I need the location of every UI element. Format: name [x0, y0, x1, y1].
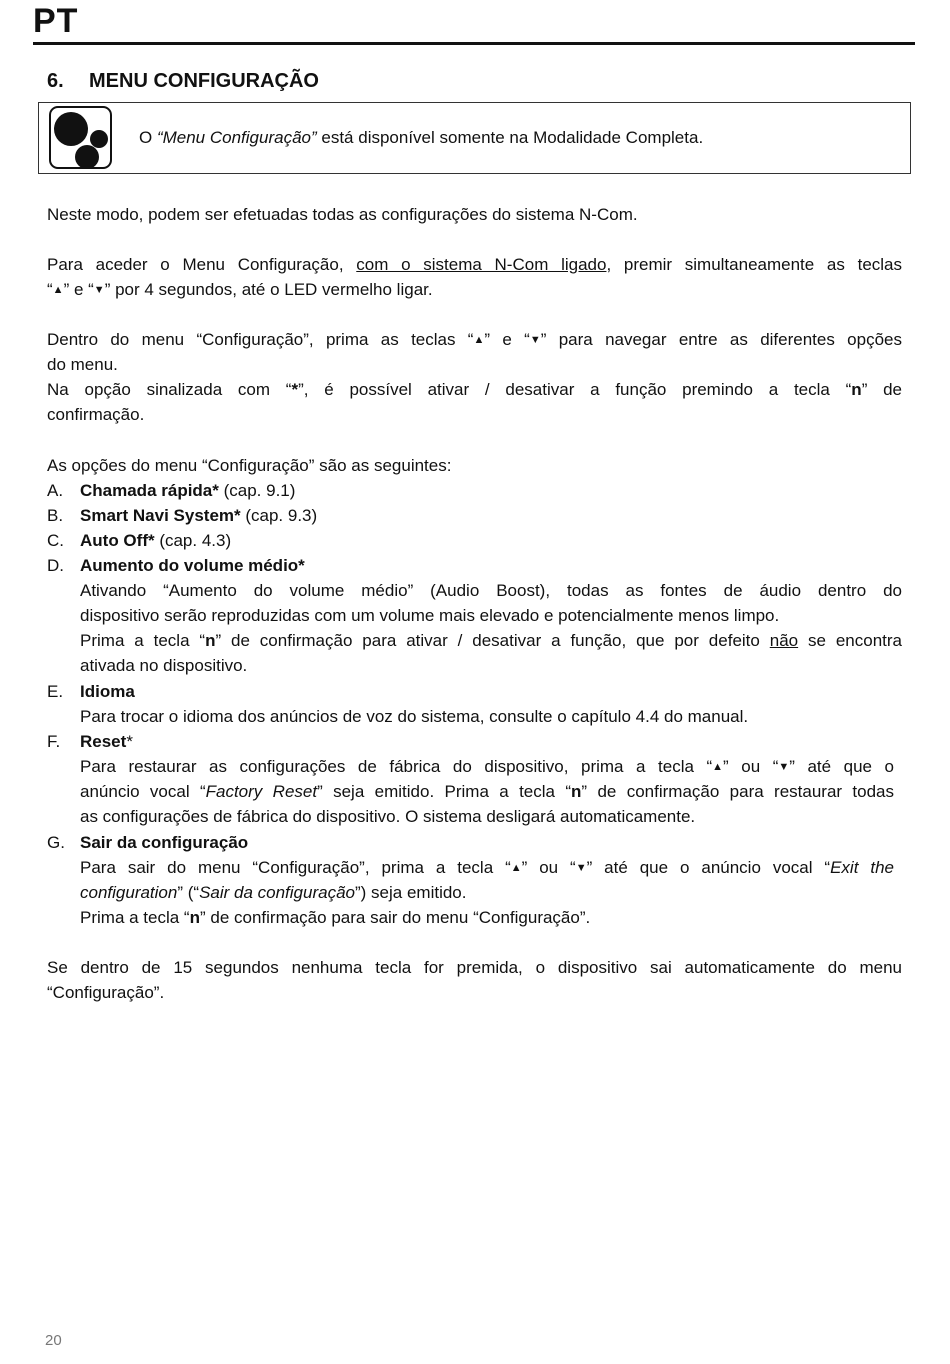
up-arrow-icon: ▲ — [712, 761, 724, 773]
paragraph-access-line1: Para aceder o Menu Configuração, com o sistema N-Com ligado, premir simultaneamente as teclas — [47, 255, 903, 274]
option-d-desc-line4: ativada no dispositivo. — [80, 656, 248, 675]
option-g-desc-line1: Para sair do menu “Configuração”, prima a tecla “▲” ou “▼” até que o anúncio vocal “Exit the — [80, 855, 894, 881]
notice-text: O “Menu Configuração” está disponível somente na Modalidade Completa. — [139, 128, 704, 147]
up-arrow-icon: ▲ — [473, 334, 485, 346]
closing-paragraph-line1: Se dentro de 15 segundos nenhuma tecla for premida, o dispositivo sai automaticamente do menu — [47, 958, 902, 977]
page-number: 20 — [45, 1332, 62, 1349]
header-divider — [33, 42, 915, 45]
option-d-desc-line2: dispositivo serão reproduzidas com um volume mais elevado e potencialmente menos limpo. — [80, 606, 780, 625]
closing-paragraph-line2: “Configuração”. — [47, 983, 165, 1002]
down-arrow-icon: ▼ — [575, 862, 587, 874]
down-arrow-icon: ▼ — [778, 761, 790, 773]
option-g-desc-line3: Prima a tecla “n” de confirmação para sair do menu “Configuração”. — [80, 908, 591, 927]
option-d-desc-line3: Prima a tecla “n” de confirmação para ativar / desativar a função, que por defeito não se encontra — [80, 631, 903, 650]
down-arrow-icon: ▼ — [93, 284, 105, 296]
paragraph-navigate-line1: Dentro do menu “Configuração”, prima as teclas “▲” e “▼” para navegar entre as diferentes opções — [47, 327, 902, 353]
section-title — [47, 70, 319, 93]
language-code: PT — [33, 2, 79, 40]
paragraph-navigate-line2: do menu. — [47, 355, 118, 374]
paragraph-toggle-line2: confirmação. — [47, 405, 145, 424]
option-f-desc-line2: anúncio vocal “Factory Reset” seja emitido. Prima a tecla “n” de confirmação para restaurar todas — [80, 782, 895, 801]
paragraph-mode: Neste modo, podem ser efetuadas todas as configurações do sistema N-Com. — [47, 205, 638, 224]
section-title-text: MENU CONFIGURAÇÃO — [89, 70, 319, 92]
paragraph-access-line2: “▲” e “▼” por 4 segundos, até o LED vermelho ligar. — [47, 277, 902, 303]
notice-box — [38, 102, 911, 174]
options-intro: As opções do menu “Configuração” são as seguintes: — [47, 456, 452, 475]
option-d-desc-line1: Ativando “Aumento do volume médio” (Audio Boost), todas as fontes de áudio dentro do — [80, 581, 902, 600]
option-f-desc-line1: Para restaurar as configurações de fábrica do dispositivo, prima a tecla “▲” ou “▼” até que o — [80, 754, 894, 780]
option-g-desc-line2: configuration” (“Sair da configuração”) seja emitido. — [80, 883, 467, 902]
paragraph-toggle-line1: Na opção sinalizada com “*”, é possível ativar / desativar a função premindo a tecla “n” de — [47, 380, 903, 399]
down-arrow-icon: ▼ — [529, 334, 541, 346]
up-arrow-icon: ▲ — [510, 862, 522, 874]
three-dots-icon — [49, 106, 112, 169]
section-number: 6. — [47, 70, 64, 92]
option-f-desc-line3: as configurações de fábrica do dispositivo. O sistema desligará automaticamente. — [80, 807, 696, 826]
up-arrow-icon: ▲ — [52, 284, 64, 296]
option-e-desc: Para trocar o idioma dos anúncios de voz do sistema, consulte o capítulo 4.4 do manual. — [80, 707, 749, 726]
